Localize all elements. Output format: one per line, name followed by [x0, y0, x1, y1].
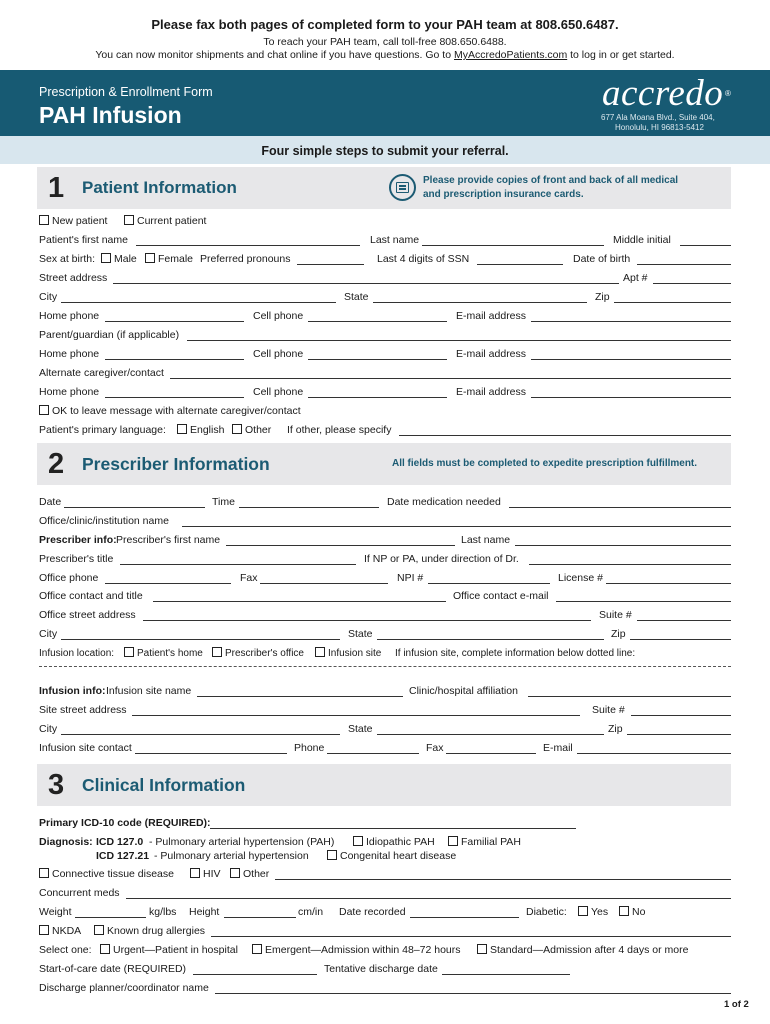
license-field[interactable]: [606, 583, 731, 584]
emergent-option[interactable]: [252, 944, 461, 957]
state-field[interactable]: [377, 639, 604, 640]
dotted-divider: [39, 666, 731, 667]
fax-field[interactable]: [446, 753, 536, 754]
patient-type-row: [39, 215, 731, 228]
site-contact-row: [39, 742, 731, 755]
checkbox[interactable]: [124, 647, 134, 657]
site-street-field[interactable]: [132, 715, 580, 716]
pronouns-label: Preferred pronouns: [200, 253, 291, 265]
standard-label: Standard—Admission after 4 days or more: [490, 944, 689, 956]
other-language-label: Other: [245, 424, 272, 436]
cell-phone-label: Cell phone: [253, 386, 304, 398]
checkbox[interactable]: [190, 868, 200, 878]
email-field[interactable]: [577, 753, 731, 754]
male-label: Male: [114, 253, 137, 265]
infusion-info-label: Infusion info:: [39, 685, 106, 697]
first-name-label: Patient's first name: [39, 234, 128, 246]
ok-message-row: [39, 405, 731, 418]
sex-row: [39, 253, 731, 266]
infusion-location-row: [39, 647, 731, 660]
diagnosis-row-1: [39, 836, 731, 849]
suite-label: Suite #: [599, 609, 632, 621]
date-recorded-field[interactable]: [410, 917, 519, 918]
prescribers-office-option[interactable]: [212, 647, 304, 660]
middle-initial-field[interactable]: [680, 245, 731, 246]
sex-label: Sex at birth:: [39, 253, 96, 265]
section-number: 2: [48, 448, 65, 480]
guardian-label: Parent/guardian (if applicable): [39, 329, 180, 341]
checkbox[interactable]: [578, 906, 588, 916]
caregiver-row: [39, 367, 731, 380]
phone-field[interactable]: [327, 753, 419, 754]
form-subtitle: Prescription & Enrollment Form: [39, 85, 213, 99]
checkbox[interactable]: [619, 906, 629, 916]
checkbox[interactable]: [477, 944, 487, 954]
prescriber-name-row: [39, 534, 731, 547]
npi-label: NPI #: [397, 572, 424, 584]
registered-mark: ®: [725, 89, 731, 98]
patient-information-header: [37, 167, 731, 209]
icd-127-21-code: ICD 127.21: [96, 850, 150, 862]
prescriber-info-label: Prescriber info:: [39, 534, 117, 546]
allergies-option[interactable]: [94, 925, 205, 938]
emergent-label: Emergent—Admission within 48–72 hours: [265, 944, 461, 956]
dob-label: Date of birth: [573, 253, 631, 265]
accredo-logo: accredo: [602, 73, 724, 114]
site-contact-field[interactable]: [135, 753, 287, 754]
last-name-field[interactable]: [422, 245, 604, 246]
npi-field[interactable]: [428, 583, 550, 584]
home-phone-field[interactable]: [105, 359, 244, 360]
state-label: State: [348, 723, 373, 735]
section-title: Clinical Information: [82, 775, 246, 795]
street-label: Street address: [39, 272, 108, 284]
site-name-field[interactable]: [197, 696, 403, 697]
prescriber-first-name-field[interactable]: [226, 545, 455, 546]
checkbox[interactable]: [101, 253, 111, 263]
diabetic-yes-label: Yes: [591, 906, 609, 918]
section-number: 3: [48, 769, 65, 801]
email-field[interactable]: [531, 321, 731, 322]
checkbox[interactable]: [230, 868, 240, 878]
middle-initial-label: Middle initial: [613, 234, 671, 246]
suite-field[interactable]: [637, 620, 731, 621]
phone-instruction: To reach your PAH team, call toll-free 808.650.6488.: [263, 36, 507, 48]
prescriber-title-row: [39, 553, 731, 566]
diabetic-label: Diabetic:: [526, 906, 567, 918]
new-patient-option[interactable]: [39, 215, 107, 228]
infusion-site-row: [39, 685, 731, 698]
checkbox[interactable]: [252, 944, 262, 954]
street-field[interactable]: [113, 283, 619, 284]
english-label: English: [190, 424, 225, 436]
height-field[interactable]: [224, 917, 296, 918]
site-street-label: Site street address: [39, 704, 127, 716]
connective-label: Connective tissue disease: [52, 868, 174, 880]
checkbox[interactable]: [94, 925, 104, 935]
checkbox[interactable]: [327, 850, 337, 860]
street-row: [39, 272, 731, 285]
office-contact-email-label: Office contact e-mail: [453, 590, 549, 602]
office-phone-row: [39, 572, 731, 585]
np-pa-field[interactable]: [529, 564, 731, 565]
other-language-option[interactable]: [232, 424, 271, 437]
prescriber-last-name-label: Last name: [461, 534, 511, 546]
ok-message-option[interactable]: [39, 405, 301, 418]
start-of-care-row: [39, 963, 731, 976]
city-label: City: [39, 291, 58, 303]
office-contact-row: [39, 590, 731, 603]
familial-option[interactable]: [448, 836, 521, 849]
date-needed-label: Date medication needed: [387, 496, 501, 508]
np-pa-label: If NP or PA, under direction of Dr.: [364, 553, 519, 565]
online-instruction: [0, 49, 770, 61]
apt-field[interactable]: [653, 283, 731, 284]
nkda-label: NKDA: [52, 925, 82, 937]
email-field[interactable]: [531, 397, 731, 398]
congenital-option[interactable]: [327, 850, 456, 863]
caregiver-field[interactable]: [170, 378, 731, 379]
male-option[interactable]: [101, 253, 137, 266]
office-phone-label: Office phone: [39, 572, 99, 584]
office-city-row: [39, 628, 731, 641]
city-label: City: [39, 628, 58, 640]
caregiver-phone-row: [39, 386, 731, 399]
form-banner: [0, 70, 770, 136]
email-label: E-mail address: [456, 386, 527, 398]
english-option[interactable]: [177, 424, 224, 437]
city-field[interactable]: [61, 639, 340, 640]
company-address-line1: 677 Ala Moana Blvd., Suite 404,: [601, 113, 715, 122]
height-unit: cm/in: [298, 906, 324, 918]
hiv-label: HIV: [203, 868, 221, 880]
prescriber-note: All fields must be completed to expedite prescription fulfillment.: [392, 458, 698, 469]
fax-label: Fax: [240, 572, 258, 584]
home-phone-label: Home phone: [39, 386, 100, 398]
diagnosis-row-2: [39, 850, 731, 863]
email-label: E-mail address: [456, 310, 527, 322]
patient-portal-link[interactable]: MyAccredoPatients.com: [453, 49, 568, 61]
idiopathic-option[interactable]: [353, 836, 435, 849]
license-label: License #: [558, 572, 603, 584]
home-phone-field[interactable]: [105, 321, 244, 322]
nkda-option[interactable]: [39, 925, 81, 938]
discharge-planner-row: [39, 982, 731, 995]
if-other-label: If other, please specify: [287, 424, 392, 436]
guardian-phone-row: [39, 348, 731, 361]
section-title: Patient Information: [82, 178, 237, 197]
checkbox[interactable]: [448, 836, 458, 846]
zip-field[interactable]: [630, 639, 731, 640]
zip-label: Zip: [595, 291, 610, 303]
affiliation-label: Clinic/hospital affiliation: [409, 685, 518, 697]
zip-field[interactable]: [614, 302, 731, 303]
start-of-care-label: Start-of-care date (REQUIRED): [39, 963, 187, 975]
online-text-post: to log in or get started.: [570, 49, 675, 61]
concurrent-meds-label: Concurrent meds: [39, 887, 120, 899]
state-label: State: [344, 291, 369, 303]
section-number: 1: [48, 172, 65, 204]
prescriber-title-label: Prescriber's title: [39, 553, 114, 565]
idiopathic-label: Idiopathic PAH: [366, 836, 435, 848]
checkbox[interactable]: [212, 647, 222, 657]
connective-option[interactable]: [39, 868, 174, 881]
page-number: 1 of 2: [724, 999, 749, 1010]
company-address-line2: Honolulu, HI 96813-5412: [615, 123, 704, 132]
steps-bar: Four simple steps to submit your referral.: [0, 136, 770, 164]
other-diagnosis-option[interactable]: [230, 868, 269, 881]
urgent-label: Urgent—Patient in hospital: [113, 944, 238, 956]
city-field[interactable]: [61, 302, 336, 303]
office-contact-email-field[interactable]: [556, 601, 731, 602]
icd-127-0-code: ICD 127.0: [96, 836, 144, 848]
home-phone-label: Home phone: [39, 348, 100, 360]
zip-label: Zip: [608, 723, 623, 735]
date-needed-field[interactable]: [509, 507, 731, 508]
checkbox[interactable]: [124, 215, 134, 225]
zip-field[interactable]: [627, 734, 731, 735]
insurance-card-icon: [389, 174, 416, 201]
language-label: Patient's primary language:: [39, 424, 166, 436]
hiv-option[interactable]: [190, 868, 221, 881]
time-field[interactable]: [239, 507, 379, 508]
fax-instruction: Please fax both pages of completed form to your PAH team at 808.650.6487.: [151, 17, 619, 32]
clinical-information-header: [37, 764, 731, 806]
icd-primary-label: Primary ICD-10 code (REQUIRED):: [39, 817, 211, 829]
other-language-field[interactable]: [399, 435, 731, 436]
prescribers-office-label: Prescriber's office: [225, 648, 304, 659]
pronouns-field[interactable]: [297, 264, 364, 265]
site-contact-label: Infusion site contact: [39, 742, 132, 754]
office-phone-field[interactable]: [105, 583, 231, 584]
guardian-row: [39, 329, 731, 342]
patients-home-label: Patient's home: [137, 648, 203, 659]
height-label: Height: [189, 906, 220, 918]
prescriber-information-header: [37, 443, 731, 485]
checkbox[interactable]: [177, 424, 187, 434]
female-label: Female: [158, 253, 194, 265]
urgency-row: [39, 944, 731, 957]
congenital-label: Congenital heart disease: [340, 850, 457, 862]
office-contact-field[interactable]: [153, 601, 446, 602]
ok-message-label: OK to leave message with alternate caregiver/contact: [52, 405, 301, 417]
caregiver-label: Alternate caregiver/contact: [39, 367, 164, 379]
form-title: PAH Infusion: [39, 102, 182, 128]
last-name-label: Last name: [370, 234, 420, 246]
dob-field[interactable]: [637, 264, 731, 265]
checkbox[interactable]: [315, 647, 325, 657]
patients-home-option[interactable]: [124, 647, 203, 660]
prescriber-last-name-field[interactable]: [515, 545, 731, 546]
weight-unit: kg/lbs: [149, 906, 177, 918]
first-name-field[interactable]: [136, 245, 360, 246]
date-field[interactable]: [64, 507, 205, 508]
checkbox[interactable]: [232, 424, 242, 434]
icd-127-0-description: - Pulmonary arterial hypertension (PAH): [149, 836, 335, 848]
allergies-field[interactable]: [211, 936, 731, 937]
checkbox[interactable]: [39, 925, 49, 935]
cell-phone-field[interactable]: [308, 359, 447, 360]
office-name-row: [39, 515, 731, 528]
cell-phone-label: Cell phone: [253, 348, 304, 360]
time-label: Time: [212, 496, 235, 508]
email-label: E-mail address: [456, 348, 527, 360]
current-patient-label: Current patient: [137, 215, 207, 227]
date-label: Date: [39, 496, 62, 508]
office-street-row: [39, 609, 731, 622]
home-phone-label: Home phone: [39, 310, 100, 322]
patient-name-row: [39, 234, 731, 247]
suite-field[interactable]: [631, 715, 731, 716]
ssn-field[interactable]: [477, 264, 563, 265]
weight-height-row: [39, 906, 731, 919]
checkbox[interactable]: [353, 836, 363, 846]
site-street-row: [39, 704, 731, 717]
icd-127-21-description: - Pulmonary arterial hypertension: [154, 850, 309, 862]
standard-option[interactable]: [477, 944, 688, 957]
city-label: City: [39, 723, 58, 735]
if-infusion-site-label: If infusion site, complete information below dotted line:: [395, 648, 636, 659]
icd-primary-row: [39, 817, 731, 830]
ssn-label: Last 4 digits of SSN: [377, 253, 470, 265]
infusion-site-label: Infusion site: [328, 648, 382, 659]
current-patient-option[interactable]: [124, 215, 206, 228]
affiliation-field[interactable]: [528, 696, 731, 697]
discharge-date-label: Tentative discharge date: [324, 963, 438, 975]
online-text-pre: You can now monitor shipments and chat online if you have questions. Go to: [95, 49, 452, 61]
date-row: [39, 496, 731, 509]
state-label: State: [348, 628, 373, 640]
patient-phone-row: [39, 310, 731, 323]
insurance-note-line2: and prescription insurance cards.: [423, 189, 584, 200]
office-street-field[interactable]: [143, 620, 591, 621]
fax-label: Fax: [426, 742, 444, 754]
new-patient-label: New patient: [52, 215, 108, 227]
concurrent-meds-row: [39, 887, 731, 900]
familial-label: Familial PAH: [461, 836, 521, 848]
apt-label: Apt #: [623, 272, 648, 284]
other-diagnosis-row: [39, 868, 731, 881]
state-field[interactable]: [377, 734, 604, 735]
allergies-label: Known drug allergies: [107, 925, 206, 937]
date-recorded-label: Date recorded: [339, 906, 406, 918]
checkbox[interactable]: [100, 944, 110, 954]
cell-phone-label: Cell phone: [253, 310, 304, 322]
diabetic-yes-option[interactable]: [578, 906, 608, 919]
fax-field[interactable]: [260, 583, 388, 584]
prescriber-title-field[interactable]: [120, 564, 356, 565]
icd-primary-field[interactable]: [210, 828, 576, 829]
guardian-field[interactable]: [187, 340, 731, 341]
diabetic-no-option[interactable]: [619, 906, 645, 919]
office-name-label: Office/clinic/institution name: [39, 515, 169, 527]
home-phone-field[interactable]: [105, 397, 244, 398]
female-option[interactable]: [145, 253, 193, 266]
discharge-date-field[interactable]: [442, 974, 570, 975]
allergies-row: [39, 925, 731, 938]
concurrent-meds-field[interactable]: [126, 898, 731, 899]
language-row: [39, 424, 731, 437]
weight-field[interactable]: [75, 917, 146, 918]
select-one-label: Select one:: [39, 944, 92, 956]
site-city-row: [39, 723, 731, 736]
other-diagnosis-field[interactable]: [275, 879, 731, 880]
city-row: [39, 291, 731, 304]
insurance-note-line1: Please provide copies of front and back of all medical: [423, 175, 679, 186]
office-street-label: Office street address: [39, 609, 136, 621]
checkbox[interactable]: [145, 253, 155, 263]
zip-label: Zip: [611, 628, 626, 640]
suite-label: Suite #: [592, 704, 625, 716]
state-field[interactable]: [373, 302, 587, 303]
prescriber-first-name-label: Prescriber's first name: [116, 534, 221, 546]
diabetic-no-label: No: [632, 906, 646, 918]
checkbox[interactable]: [39, 215, 49, 225]
site-name-label: Infusion site name: [106, 685, 192, 697]
infusion-location-label: Infusion location:: [39, 648, 115, 659]
checkbox[interactable]: [39, 405, 49, 415]
diagnosis-label: Diagnosis:: [39, 836, 93, 848]
other-diagnosis-label: Other: [243, 868, 270, 880]
urgent-option[interactable]: [100, 944, 238, 957]
section-title: Prescriber Information: [82, 454, 270, 474]
office-name-field[interactable]: [182, 526, 731, 527]
discharge-planner-field[interactable]: [215, 993, 731, 994]
office-contact-label: Office contact and title: [39, 590, 143, 602]
city-field[interactable]: [61, 734, 340, 735]
phone-label: Phone: [294, 742, 325, 754]
discharge-planner-label: Discharge planner/coordinator name: [39, 982, 209, 994]
email-label: E-mail: [543, 742, 573, 754]
cell-phone-field[interactable]: [308, 397, 447, 398]
cell-phone-field[interactable]: [308, 321, 447, 322]
start-of-care-field[interactable]: [193, 974, 317, 975]
email-field[interactable]: [531, 359, 731, 360]
infusion-site-option[interactable]: [315, 647, 381, 660]
checkbox[interactable]: [39, 868, 49, 878]
weight-label: Weight: [39, 906, 72, 918]
